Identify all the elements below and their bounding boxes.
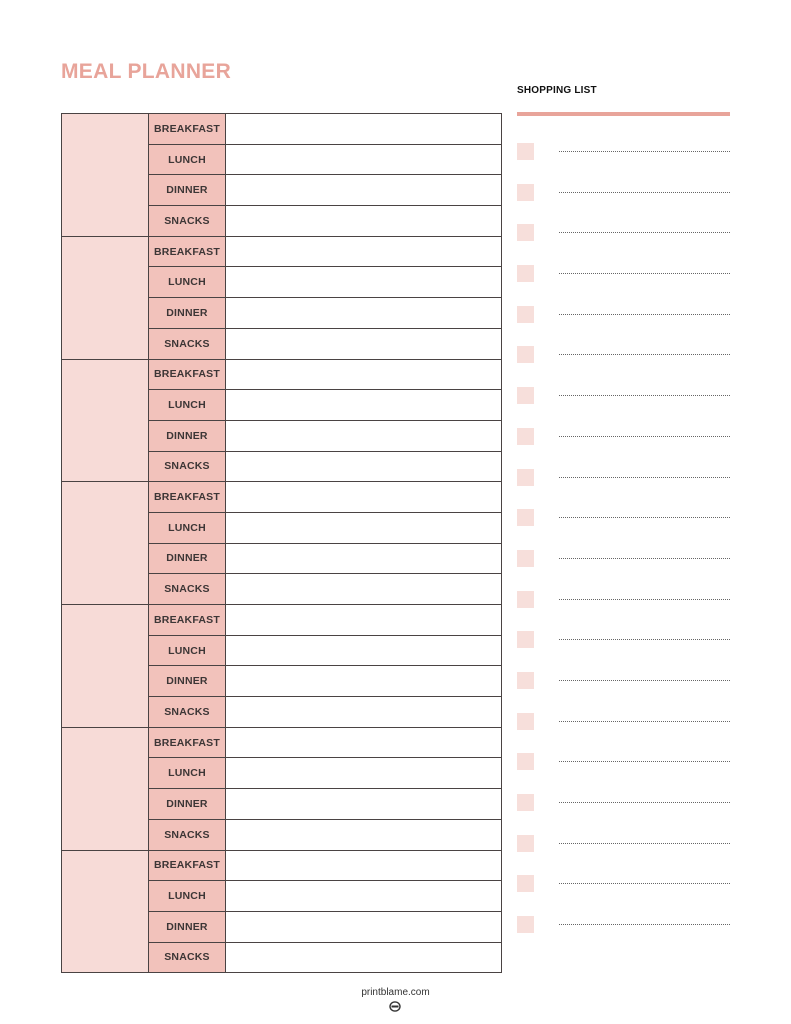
shopping-item-line[interactable] (559, 550, 730, 559)
meal-entry-field[interactable] (226, 267, 501, 297)
shopping-list-rule (517, 112, 730, 116)
shopping-checkbox[interactable] (517, 713, 534, 730)
day-name-cell[interactable] (62, 605, 149, 727)
shopping-item-line[interactable] (559, 509, 730, 518)
meal-rows (149, 728, 501, 850)
shopping-item (517, 631, 730, 672)
shopping-checkbox[interactable] (517, 753, 534, 770)
meal-entry-field[interactable] (226, 452, 501, 482)
shopping-checkbox[interactable] (517, 631, 534, 648)
meal-row (149, 573, 501, 604)
day-block (62, 727, 501, 850)
meal-row (149, 114, 501, 144)
meal-entry-field[interactable] (226, 421, 501, 451)
shopping-item-line[interactable] (559, 387, 730, 396)
shopping-checkbox[interactable] (517, 591, 534, 608)
shopping-checkbox[interactable] (517, 875, 534, 892)
meal-entry-field[interactable] (226, 329, 501, 359)
shopping-item-line[interactable] (559, 224, 730, 233)
meal-rows (149, 482, 501, 604)
meal-rows (149, 237, 501, 359)
footer-site: printblame.com (361, 987, 430, 998)
meal-row (149, 389, 501, 420)
day-block (62, 236, 501, 359)
shopping-list (517, 143, 730, 957)
meal-label: SNACKS (149, 820, 226, 850)
meal-row (149, 635, 501, 666)
shopping-item (517, 794, 730, 835)
meal-row (149, 328, 501, 359)
meal-label: SNACKS (149, 697, 226, 727)
meal-label: DINNER (149, 912, 226, 942)
shopping-checkbox[interactable] (517, 428, 534, 445)
meal-rows (149, 360, 501, 482)
shopping-item-line[interactable] (559, 306, 730, 315)
meal-row (149, 605, 501, 635)
meal-row (149, 757, 501, 788)
meal-entry-field[interactable] (226, 820, 501, 850)
meal-label: LUNCH (149, 881, 226, 911)
shopping-checkbox[interactable] (517, 509, 534, 526)
day-block (62, 114, 501, 236)
meal-label: DINNER (149, 421, 226, 451)
meal-row (149, 360, 501, 390)
day-block (62, 481, 501, 604)
day-name-cell[interactable] (62, 114, 149, 236)
shopping-checkbox[interactable] (517, 916, 534, 933)
meal-entry-field[interactable] (226, 789, 501, 819)
shopping-item-line[interactable] (559, 591, 730, 600)
shopping-item (517, 469, 730, 510)
meal-entry-field[interactable] (226, 237, 501, 267)
meal-row (149, 174, 501, 205)
shopping-item (517, 591, 730, 632)
meal-entry-field[interactable] (226, 758, 501, 788)
day-name-cell[interactable] (62, 482, 149, 604)
meal-row (149, 880, 501, 911)
meal-row (149, 512, 501, 543)
meal-entry-field[interactable] (226, 145, 501, 175)
meal-row (149, 482, 501, 512)
shopping-item-line[interactable] (559, 184, 730, 193)
shopping-item (517, 387, 730, 428)
shopping-item (517, 672, 730, 713)
meal-entry-field[interactable] (226, 390, 501, 420)
meal-row (149, 205, 501, 236)
meal-entry-field[interactable] (226, 851, 501, 881)
meal-row (149, 144, 501, 175)
day-name-cell[interactable] (62, 728, 149, 850)
meal-entry-field[interactable] (226, 636, 501, 666)
shopping-item-line[interactable] (559, 794, 730, 803)
shopping-checkbox[interactable] (517, 184, 534, 201)
shopping-item (517, 753, 730, 794)
shopping-item-line[interactable] (559, 143, 730, 152)
page-title: MEAL PLANNER (61, 60, 232, 83)
day-name-cell[interactable] (62, 851, 149, 973)
shopping-item (517, 224, 730, 265)
meal-label: BREAKFAST (149, 728, 226, 758)
meal-entry-field[interactable] (226, 881, 501, 911)
meal-entry-field[interactable] (226, 513, 501, 543)
shopping-checkbox[interactable] (517, 224, 534, 241)
meal-label: SNACKS (149, 206, 226, 236)
shopping-item-line[interactable] (559, 713, 730, 722)
shopping-item-line[interactable] (559, 265, 730, 274)
shopping-item-line[interactable] (559, 469, 730, 478)
meal-entry-field[interactable] (226, 912, 501, 942)
meal-planner-table (61, 113, 502, 973)
meal-entry-field[interactable] (226, 298, 501, 328)
shopping-checkbox[interactable] (517, 265, 534, 282)
shopping-item (517, 835, 730, 876)
meal-entry-field[interactable] (226, 605, 501, 635)
printer-logo-icon (389, 1001, 401, 1012)
day-block (62, 359, 501, 482)
shopping-item (517, 428, 730, 469)
meal-entry-field[interactable] (226, 697, 501, 727)
meal-row (149, 696, 501, 727)
shopping-list-title: SHOPPING LIST (517, 85, 597, 96)
meal-row (149, 543, 501, 574)
meal-entry-field[interactable] (226, 482, 501, 512)
day-name-cell[interactable] (62, 237, 149, 359)
meal-entry-field[interactable] (226, 360, 501, 390)
shopping-item (517, 306, 730, 347)
meal-row (149, 788, 501, 819)
meal-label: DINNER (149, 544, 226, 574)
shopping-checkbox[interactable] (517, 306, 534, 323)
shopping-item (517, 550, 730, 591)
meal-label: DINNER (149, 666, 226, 696)
meal-entry-field[interactable] (226, 728, 501, 758)
meal-row (149, 420, 501, 451)
shopping-item (517, 713, 730, 754)
shopping-checkbox[interactable] (517, 794, 534, 811)
meal-label: DINNER (149, 175, 226, 205)
meal-label: SNACKS (149, 943, 226, 973)
meal-label: LUNCH (149, 636, 226, 666)
meal-row (149, 851, 501, 881)
meal-row (149, 728, 501, 758)
meal-row (149, 819, 501, 850)
meal-label: BREAKFAST (149, 360, 226, 390)
shopping-checkbox[interactable] (517, 672, 534, 689)
shopping-checkbox[interactable] (517, 550, 534, 567)
meal-row (149, 266, 501, 297)
shopping-item-line[interactable] (559, 916, 730, 925)
shopping-item-line[interactable] (559, 631, 730, 640)
shopping-item-line[interactable] (559, 753, 730, 762)
shopping-item (517, 875, 730, 916)
meal-rows (149, 851, 501, 973)
meal-row (149, 911, 501, 942)
meal-entry-field[interactable] (226, 544, 501, 574)
meal-row (149, 665, 501, 696)
shopping-checkbox[interactable] (517, 835, 534, 852)
meal-rows (149, 114, 501, 236)
meal-label: SNACKS (149, 574, 226, 604)
shopping-checkbox[interactable] (517, 346, 534, 363)
shopping-checkbox[interactable] (517, 143, 534, 160)
day-block (62, 850, 501, 973)
meal-label: LUNCH (149, 390, 226, 420)
meal-rows (149, 605, 501, 727)
shopping-checkbox[interactable] (517, 469, 534, 486)
shopping-item (517, 265, 730, 306)
meal-label: BREAKFAST (149, 605, 226, 635)
shopping-item (517, 143, 730, 184)
shopping-item (517, 184, 730, 225)
meal-label: SNACKS (149, 329, 226, 359)
day-name-cell[interactable] (62, 360, 149, 482)
meal-entry-field[interactable] (226, 666, 501, 696)
shopping-item (517, 509, 730, 550)
meal-row (149, 451, 501, 482)
meal-label: DINNER (149, 789, 226, 819)
meal-entry-field[interactable] (226, 574, 501, 604)
shopping-item-line[interactable] (559, 428, 730, 437)
shopping-item-line[interactable] (559, 835, 730, 844)
meal-entry-field[interactable] (226, 114, 501, 144)
shopping-item (517, 346, 730, 387)
meal-entry-field[interactable] (226, 943, 501, 973)
meal-label: LUNCH (149, 145, 226, 175)
meal-label: SNACKS (149, 452, 226, 482)
meal-label: LUNCH (149, 513, 226, 543)
meal-entry-field[interactable] (226, 206, 501, 236)
meal-row (149, 237, 501, 267)
shopping-item-line[interactable] (559, 672, 730, 681)
shopping-item-line[interactable] (559, 875, 730, 884)
meal-label: BREAKFAST (149, 851, 226, 881)
day-block (62, 604, 501, 727)
shopping-checkbox[interactable] (517, 387, 534, 404)
shopping-item-line[interactable] (559, 346, 730, 355)
meal-label: DINNER (149, 298, 226, 328)
meal-label: BREAKFAST (149, 237, 226, 267)
meal-label: LUNCH (149, 267, 226, 297)
shopping-item (517, 916, 730, 957)
meal-label: BREAKFAST (149, 114, 226, 144)
meal-entry-field[interactable] (226, 175, 501, 205)
meal-row (149, 942, 501, 973)
meal-label: LUNCH (149, 758, 226, 788)
meal-row (149, 297, 501, 328)
meal-label: BREAKFAST (149, 482, 226, 512)
